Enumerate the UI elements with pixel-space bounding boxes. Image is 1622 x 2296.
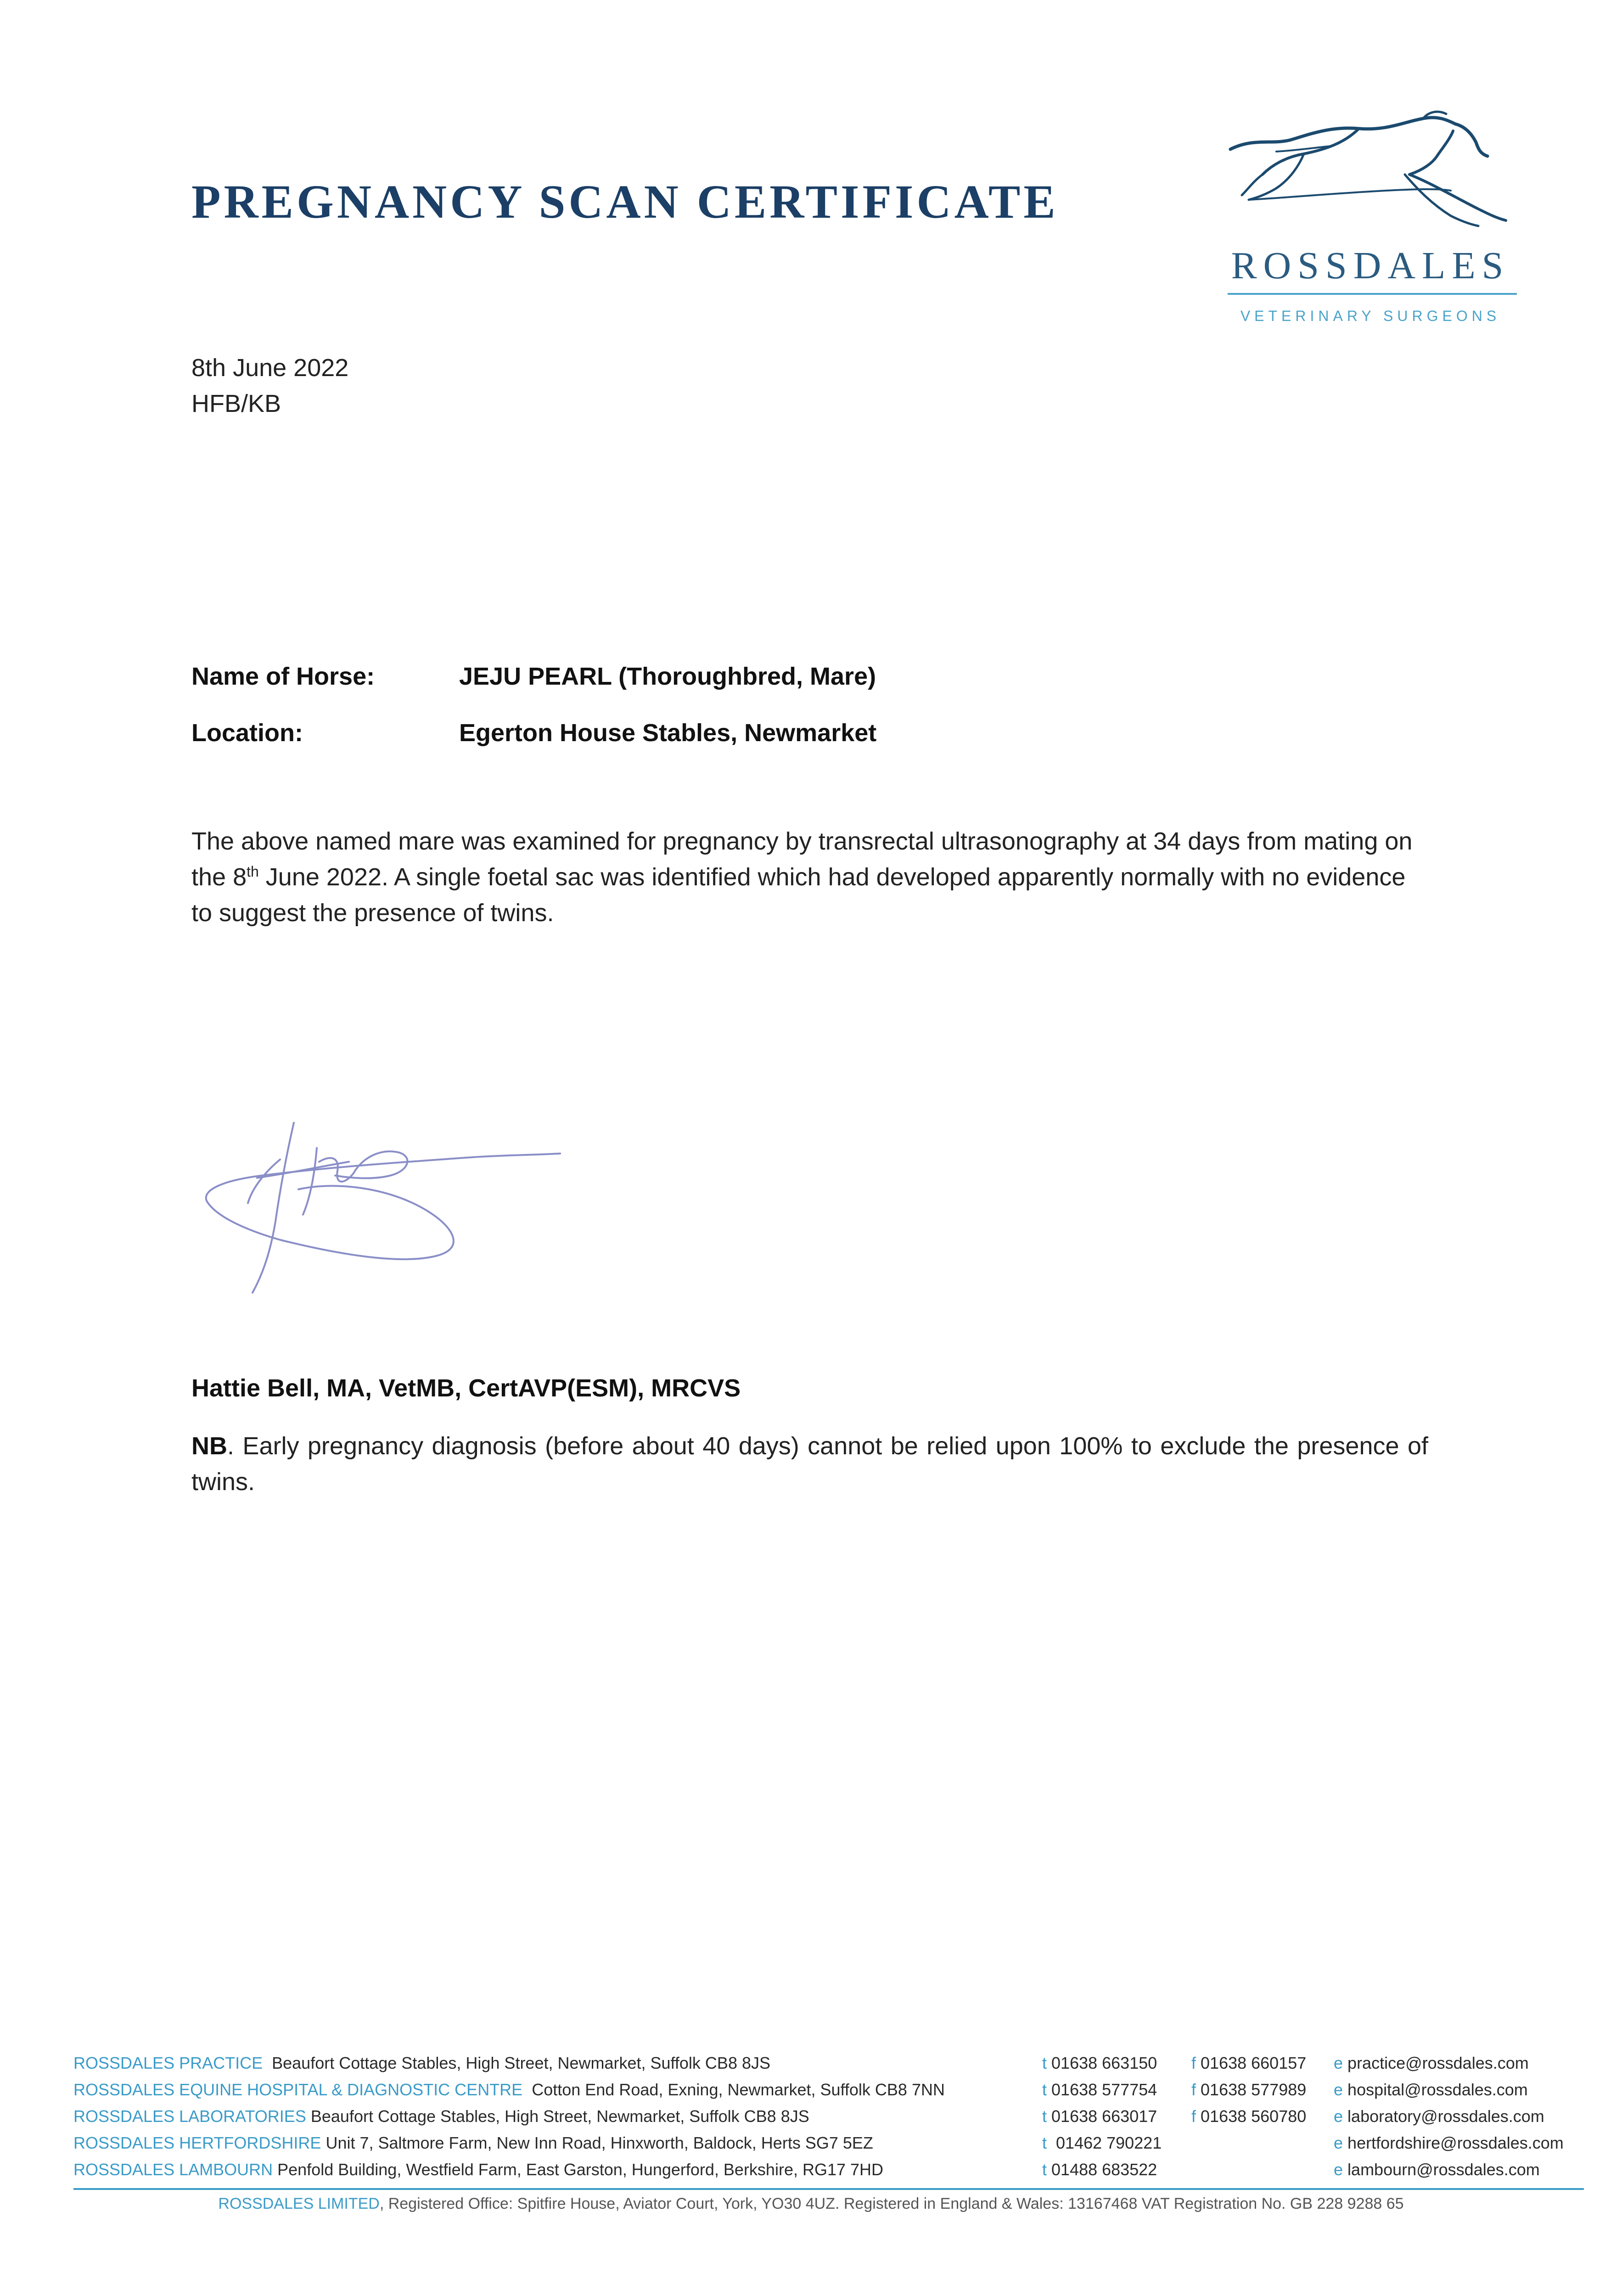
footer-divider	[73, 2188, 1584, 2190]
signature	[197, 1111, 574, 1304]
rossdales-logo	[1221, 106, 1520, 335]
nb-note	[191, 1428, 1428, 1500]
logo-subtitle: VETERINARY SURGEONS	[1240, 308, 1501, 324]
company-registration	[0, 2195, 1622, 2213]
page-title: PREGNANCY SCAN CERTIFICATE	[191, 175, 1059, 228]
footer-row: ROSSDALES HERTFORDSHIRE Unit 7, Saltmore Farm, New Inn Road, Hinxworth, Baldock, Herts SG7 5EZ t 01462 790221 e hertfordshire@rossdales.com	[73, 2133, 1564, 2152]
footer-phone: 01462 790221	[1056, 2133, 1162, 2152]
company-name: ROSSDALES LIMITED	[218, 2195, 380, 2212]
horse-logo-icon	[1221, 106, 1520, 243]
horse-name-value: JEJU PEARL (Thoroughbred, Mare)	[459, 663, 876, 690]
location-value: Egerton House Stables, Newmarket	[459, 719, 877, 747]
paragraph-text-1: The above named mare was examined for pregnancy by transrectal ultrasonography at 34 days from mating on the 8	[191, 827, 1413, 891]
footer-office-address: Unit 7, Saltmore Farm, New Inn Road, Hinxworth, Baldock, Herts SG7 5EZ	[326, 2133, 873, 2152]
footer-office-address: Beaufort Cottage Stables, High Street, Newmarket, Suffolk CB8 8JS	[310, 2107, 809, 2126]
footer-office-address: Beaufort Cottage Stables, High Street, Newmarket, Suffolk CB8 8JS	[272, 2054, 770, 2072]
nb-label: NB	[191, 1432, 227, 1460]
footer-office-name: ROSSDALES LABORATORIES	[73, 2107, 306, 2126]
footer-office-name: ROSSDALES HERTFORDSHIRE	[73, 2133, 321, 2152]
footer-email[interactable]: lambourn@rossdales.com	[1347, 2160, 1540, 2179]
footer-email[interactable]: hospital@rossdales.com	[1347, 2080, 1528, 2099]
footer-row: ROSSDALES LABORATORIES Beaufort Cottage Stables, High Street, Newmarket, Suffolk CB8 8JS t 01638 663017 f 01638 560780 e laboratory@rossdales.com	[73, 2107, 1544, 2126]
footer-email[interactable]: hertfordshire@rossdales.com	[1347, 2133, 1564, 2152]
footer-fax: 01638 660157	[1201, 2054, 1307, 2072]
nb-text: . Early pregnancy diagnosis (before about 40 days) cannot be relied upon 100% to exclude the presence of twins.	[191, 1432, 1428, 1496]
letter-reference: HFB/KB	[191, 390, 281, 417]
company-details: , Registered Office: Spitfire House, Aviator Court, York, YO30 4UZ. Registered in England & Wales: 13167468 VAT Registration No. GB 228 9288 65	[379, 2195, 1404, 2212]
footer-phone: 01638 577754	[1051, 2080, 1157, 2099]
date-reference-block	[191, 350, 348, 422]
paragraph-superscript: th	[247, 863, 259, 880]
footer-phone: 01488 683522	[1051, 2160, 1157, 2179]
footer-email[interactable]: practice@rossdales.com	[1347, 2054, 1529, 2072]
footer-office-address: Cotton End Road, Exning, Newmarket, Suffolk CB8 7NN	[532, 2080, 945, 2099]
signatory-name: Hattie Bell, MA, VetMB, CertAVP(ESM), MRCVS	[191, 1374, 741, 1402]
footer-contacts	[73, 2054, 1570, 2187]
footer-office-name: ROSSDALES EQUINE HOSPITAL & DIAGNOSTIC CENTRE	[73, 2080, 523, 2099]
footer-fax: 01638 560780	[1201, 2107, 1307, 2126]
footer-phone: 01638 663017	[1051, 2107, 1157, 2126]
signature-icon	[197, 1111, 574, 1304]
footer-office-name: ROSSDALES PRACTICE	[73, 2054, 263, 2072]
footer-office-address: Penfold Building, Westfield Farm, East Garston, Hungerford, Berkshire, RG17 7HD	[277, 2160, 884, 2179]
footer-phone: 01638 663150	[1051, 2054, 1157, 2072]
footer-fax: 01638 577989	[1201, 2080, 1307, 2099]
logo-divider	[1228, 293, 1517, 295]
logo-wordmark: ROSSDALES	[1231, 244, 1510, 287]
footer-email[interactable]: laboratory@rossdales.com	[1347, 2107, 1544, 2126]
paragraph-text-2: June 2022. A single foetal sac was identified which had developed apparently normally with no evidence to suggest the presence of twins.	[191, 863, 1406, 927]
footer-row: ROSSDALES EQUINE HOSPITAL & DIAGNOSTIC CENTRE Cotton End Road, Exning, Newmarket, Suffolk CB8 7NN t 01638 577754 f 01638 577989 e hospital@rossdales.com	[73, 2080, 1528, 2099]
footer-row: ROSSDALES LAMBOURN Penfold Building, Westfield Farm, East Garston, Hungerford, Berkshire, RG17 7HD t 01488 683522 e lambourn@rossdales.com	[73, 2160, 1540, 2179]
footer-row: ROSSDALES PRACTICE Beaufort Cottage Stables, High Street, Newmarket, Suffolk CB8 8JS t 01638 663150 f 01638 660157 e practice@rossdales.com	[73, 2054, 1529, 2072]
horse-name-label: Name of Horse:	[191, 663, 375, 690]
examination-paragraph	[191, 823, 1431, 931]
letter-date: 8th June 2022	[191, 354, 349, 382]
location-label: Location:	[191, 719, 303, 747]
footer-office-name: ROSSDALES LAMBOURN	[73, 2160, 273, 2179]
